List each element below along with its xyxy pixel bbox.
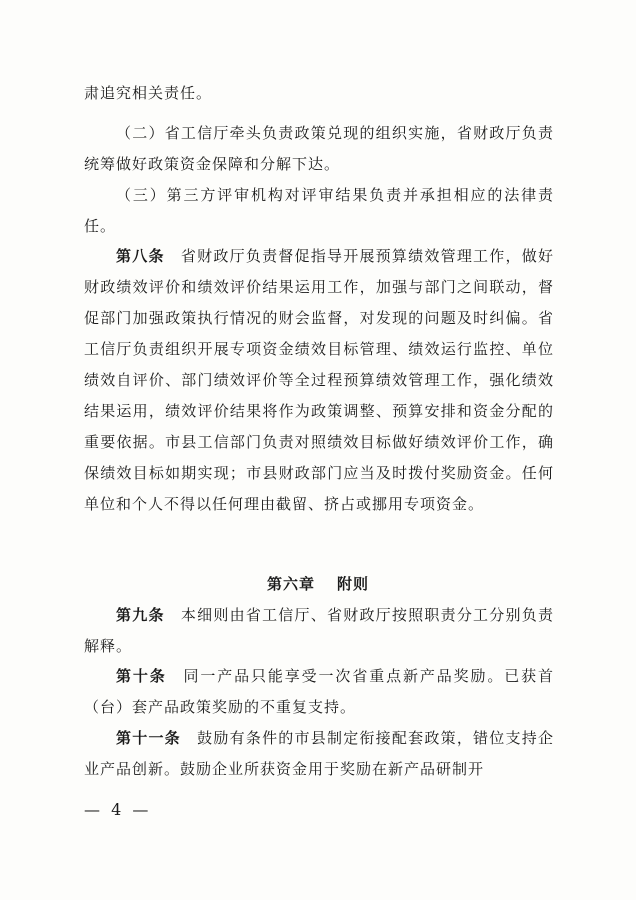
article-10: [84, 661, 554, 723]
page-number: — 4 —: [84, 800, 152, 819]
article-8: [84, 241, 554, 520]
article-label: 第十一条: [116, 729, 181, 747]
paragraph-text: （二）省工信厅牵头负责政策兑现的组织实施，省财政厅负责统筹做好政策资金保障和分解下达。: [84, 124, 554, 173]
paragraph-item-3: [84, 180, 554, 242]
article-label: 第九条: [116, 606, 165, 624]
article-text: 鼓励有条件的市县制定衔接配套政策，错位支持企业产品创新。鼓励企业所获资金用于奖励在新产品研制开: [84, 729, 554, 778]
chapter-title: 第六章: [266, 575, 315, 593]
article-label: 第八条: [116, 247, 165, 265]
article-9: [84, 600, 554, 662]
article-text: 本细则由省工信厅、省财政厅按照职责分工分别负责解释。: [84, 606, 554, 655]
chapter-heading: [0, 573, 636, 594]
article-label: 第十条: [116, 667, 167, 685]
paragraph-text: 肃追究相关责任。: [84, 84, 213, 102]
chapter-name: 附则: [337, 575, 370, 593]
paragraph-item-2: [84, 118, 554, 180]
paragraph-text: （三）第三方评审机构对评审结果负责并承担相应的法律责任。: [84, 186, 554, 235]
article-11: [84, 723, 554, 785]
article-text: 省财政厅负责督促指导开展预算绩效管理工作，做好财政绩效评价和绩效评价结果运用工作，加强与部门之间联动，督促部门加强政策执行情况的财会监督，对发现的问题及时纠偏。省工信厅负责组织开展专项资金绩效目标管理、绩效运行监控、单位绩效自评价、部门绩效评价等全过程预算绩效管理工作，强化绩效结果运用，绩效评价结果将作为政策调整、预算安排和资金分配的重要依据。市县工信部门负责对照绩效目标做好绩效评价工作，确保绩效目标如期实现；市县财政部门应当及时拨付奖励资金。任何单位和个人不得以任何理由截留、挤占或挪用专项资金。: [84, 247, 554, 513]
article-text: 同一产品只能享受一次省重点新产品奖励。已获首（台）套产品政策奖励的不重复支持。: [84, 667, 554, 716]
paragraph-continuation: [84, 78, 554, 109]
